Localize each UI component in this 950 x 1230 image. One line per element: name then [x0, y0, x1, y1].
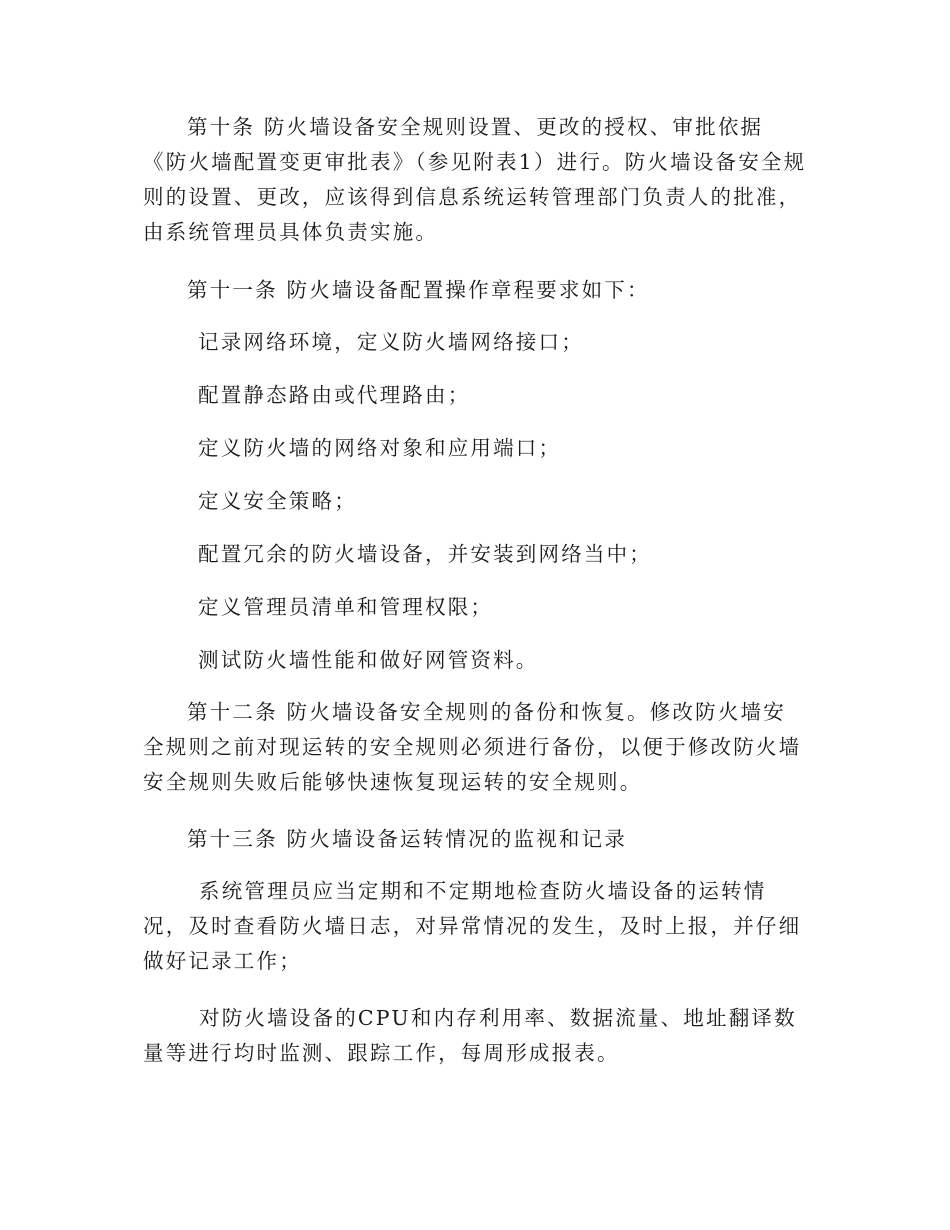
article-10-paragraph: 第十条 防火墙设备安全规则设置、更改的授权、审批依据《防火墙配置变更审批表》（参见附表1）进行。防火墙设备安全规则的设置、更改，应该得到信息系统运转管理部门负责人的批准，由系统管理员具体负责实施。: [143, 115, 807, 244]
list-item: 测试防火墙性能和做好网管资料。: [198, 648, 539, 672]
article-13-heading: 第十三条 防火墙设备运转情况的监视和记录: [187, 827, 628, 851]
article-12-paragraph: 第十二条 防火墙设备安全规则的备份和恢复。修改防火墙安全规则之前对现运转的安全规则必须进行备份，以便于修改防火墙安全规则失败后能够快速恢复现运转的安全规则。: [143, 700, 802, 794]
list-item: 定义防火墙的网络对象和应用端口；: [198, 436, 562, 460]
list-item: 定义管理员清单和管理权限；: [198, 595, 494, 619]
article-13-paragraph-a: 系统管理员应当定期和不定期地检查防火墙设备的运转情况，及时查看防火墙日志，对异常情况的发生，及时上报，并仔细做好记录工作；: [143, 879, 802, 973]
list-item: 定义安全策略；: [198, 489, 357, 513]
list-item: 配置静态路由或代理路由；: [198, 383, 471, 407]
article-11-heading: 第十一条 防火墙设备配置操作章程要求如下：: [187, 278, 650, 302]
article-13-paragraph-b: 对防火墙设备的CPU和内存利用率、数据流量、地址翻译数量等进行均时监测、跟踪工作，每周形成报表。: [143, 1006, 797, 1065]
list-item: 配置冗余的防火墙设备，并安装到网络当中；: [198, 542, 652, 566]
list-item: 记录网络环境，定义防火墙网络接口；: [198, 330, 584, 354]
